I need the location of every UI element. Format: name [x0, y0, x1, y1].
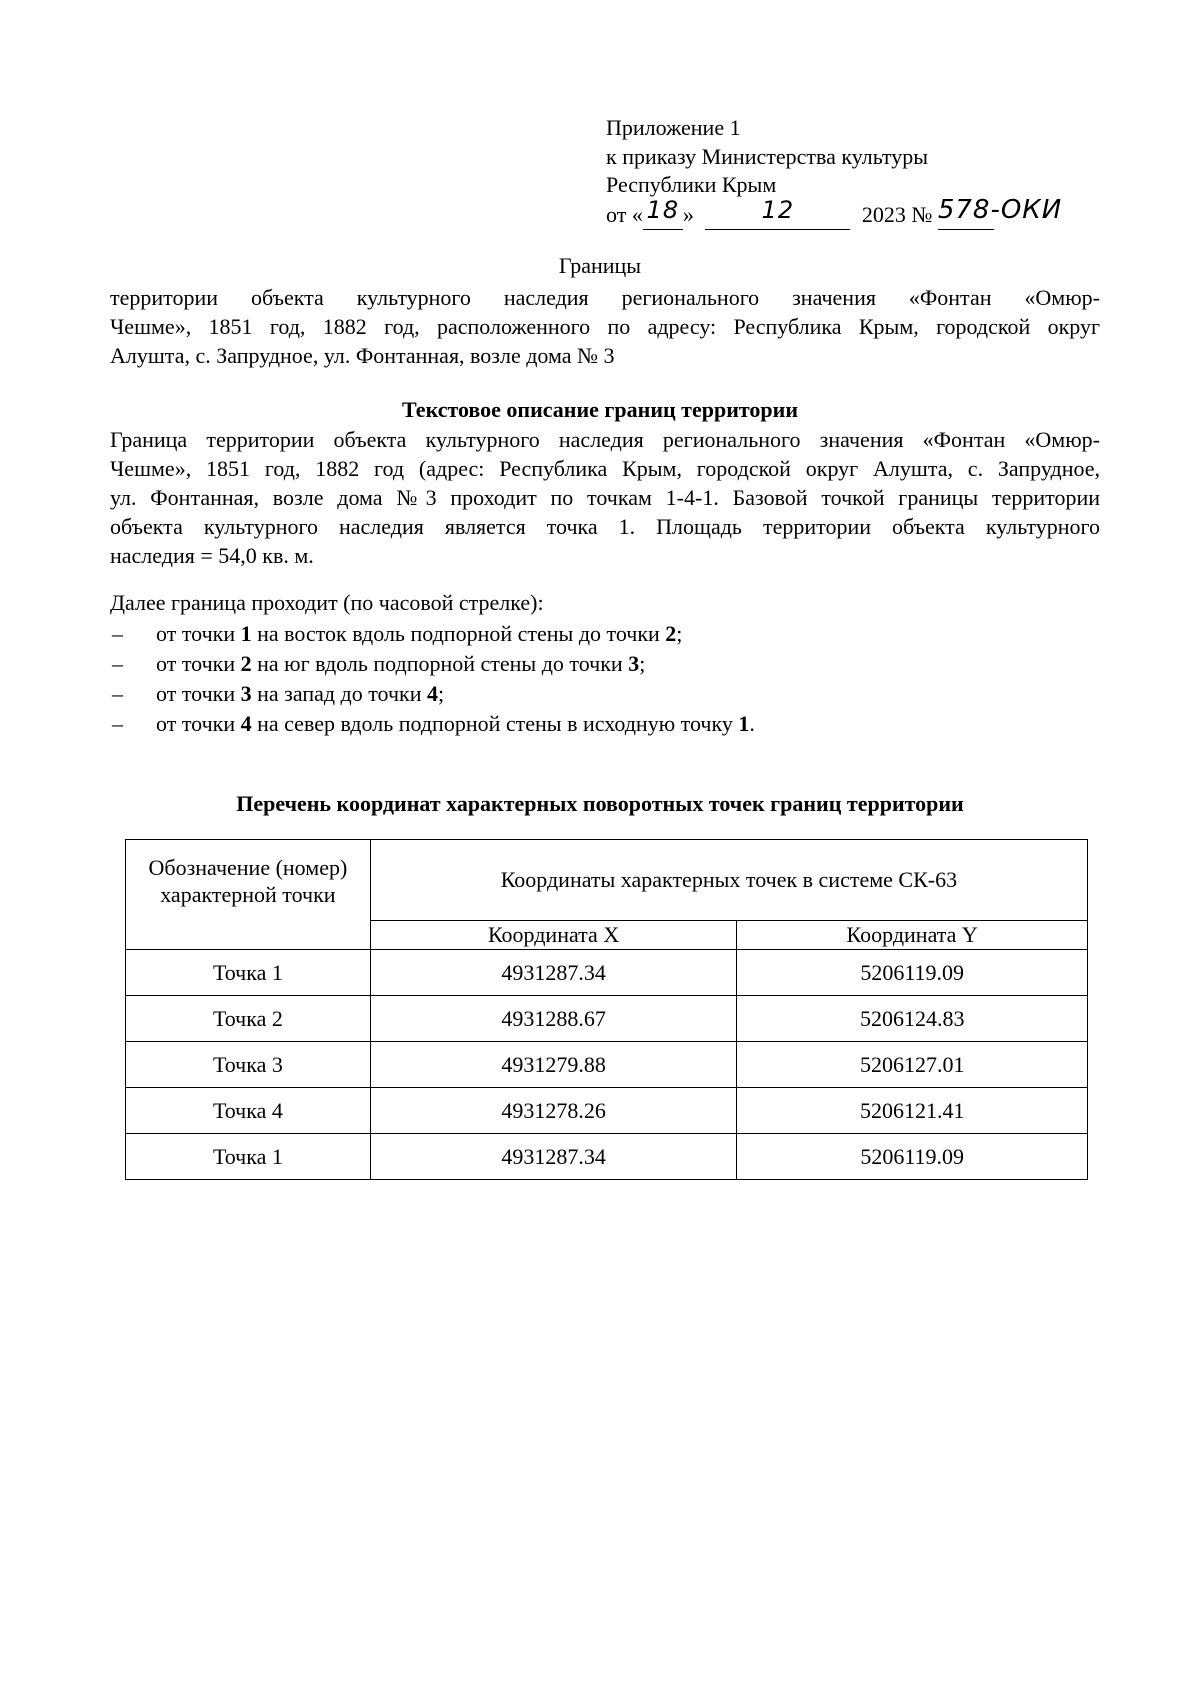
route-text: на юг вдоль подпорной стены до точки — [251, 651, 629, 676]
description-line-5: наследия = 54,0 кв. м. — [110, 543, 314, 568]
title-line-3: Алушта, с. Запрудное, ул. Фонтанная, возле дома № 3 — [110, 343, 615, 368]
route-text: от точки — [156, 651, 241, 676]
description-line-2: Чешме», 1851 год, 1882 год (адрес: Республика Крым, городской округ Алушта, с. Запрудное, — [110, 456, 1100, 481]
description-line-1: Граница территории объекта культурного наследия регионального значения «Фонтан «Омюр- — [110, 427, 1100, 452]
route-text: на север вдоль подпорной стены в исходную точку — [251, 711, 739, 736]
table-row — [126, 996, 1088, 1042]
attachment-date-line — [606, 194, 1063, 231]
col-header-y: Координата Y — [737, 921, 1088, 950]
table-row — [126, 950, 1088, 996]
table-row — [126, 1042, 1088, 1088]
title-line-1: территории объекта культурного наследия регионального значения «Фонтан «Омюр- — [110, 285, 1100, 310]
route-point: 1 — [738, 711, 750, 736]
date-mid: » — [682, 201, 694, 227]
cell-y: 5206119.09 — [737, 950, 1088, 996]
dash-marker: – — [112, 711, 123, 736]
table-row — [126, 1134, 1088, 1180]
date-day-handwritten: 18 — [646, 195, 680, 224]
col-header-coordinates: Координаты характерных точек в системе СК-63 — [370, 840, 1087, 921]
table-header-row — [126, 840, 1088, 921]
cell-y: 5206124.83 — [737, 996, 1088, 1042]
route-text: от точки — [156, 681, 241, 706]
text-description-body — [110, 425, 1100, 570]
route-punct: ; — [676, 621, 683, 646]
attachment-block — [606, 114, 1063, 230]
list-item — [112, 619, 755, 649]
order-number-handwritten: 578-ОКИ — [937, 194, 1063, 225]
date-day-blank — [643, 195, 683, 231]
route-punct: ; — [438, 681, 445, 706]
cell-x: 4931287.34 — [370, 950, 737, 996]
route-text: от точки — [156, 621, 241, 646]
document-title: Границы — [558, 253, 642, 278]
route-point: 3 — [628, 651, 640, 676]
title-line-2: Чешме», 1851 год, 1882 год, расположенного по адресу: Республика Крым, городской округ — [110, 314, 1100, 339]
description-line-4: объекта культурного наследия является точка 1. Площадь территории объекта культурного — [110, 514, 1100, 539]
cell-point: Точка 3 — [126, 1042, 371, 1088]
date-month-blank — [705, 195, 850, 231]
cell-y: 5206121.41 — [737, 1088, 1088, 1134]
cell-point: Точка 1 — [126, 950, 371, 996]
cell-x: 4931287.34 — [370, 1134, 737, 1180]
route-list — [112, 619, 755, 739]
title-description — [110, 283, 1100, 370]
route-point: 2 — [665, 621, 677, 646]
coordinates-table — [125, 839, 1088, 1180]
route-text: от точки — [156, 711, 241, 736]
route-point: 4 — [240, 711, 252, 736]
route-punct: . — [749, 711, 755, 736]
dash-marker: – — [112, 621, 123, 646]
route-point: 2 — [240, 651, 252, 676]
col-header-x: Координата X — [370, 921, 737, 950]
route-point: 1 — [240, 621, 252, 646]
list-item — [112, 679, 755, 709]
list-item — [112, 709, 755, 739]
cell-x: 4931278.26 — [370, 1088, 737, 1134]
table-row — [126, 1088, 1088, 1134]
route-point: 4 — [427, 681, 439, 706]
attachment-line-3: Республики Крым — [606, 172, 777, 197]
cell-x: 4931279.88 — [370, 1042, 737, 1088]
route-intro — [110, 588, 1100, 617]
route-point: 3 — [240, 681, 252, 706]
list-item — [112, 649, 755, 679]
cell-point: Точка 1 — [126, 1134, 371, 1180]
route-text: на запад до точки — [251, 681, 428, 706]
date-month-handwritten: 12 — [761, 195, 795, 224]
cell-y: 5206127.01 — [737, 1042, 1088, 1088]
description-line-3: ул. Фонтанная, возле дома №3 проходит по точкам 1-4-1. Базовой точкой границы территории — [110, 485, 1100, 510]
attachment-line-1: Приложение 1 — [606, 115, 741, 140]
cell-point: Точка 4 — [126, 1088, 371, 1134]
date-year-number-label: 2023 № — [861, 201, 933, 227]
cell-y: 5206119.09 — [737, 1134, 1088, 1180]
coords-table-heading: Перечень координат характерных поворотных точек границ территории — [236, 791, 964, 816]
dash-marker: – — [112, 651, 123, 676]
route-punct: ; — [639, 651, 646, 676]
cell-x: 4931288.67 — [370, 996, 737, 1042]
dash-marker: – — [112, 681, 123, 706]
cell-point: Точка 2 — [126, 996, 371, 1042]
route-text: на восток вдоль подпорной стены до точки — [251, 621, 666, 646]
date-prefix: от « — [606, 201, 643, 227]
attachment-line-2: к приказу Министерства культуры — [606, 143, 929, 169]
text-description-heading: Текстовое описание границ территории — [401, 397, 799, 422]
order-number-blank — [937, 194, 1063, 231]
col-header-point: Обозначение (номер) характерной точки — [126, 840, 371, 950]
route-intro-text: Далее граница проходит (по часовой стрелке): — [110, 590, 544, 615]
